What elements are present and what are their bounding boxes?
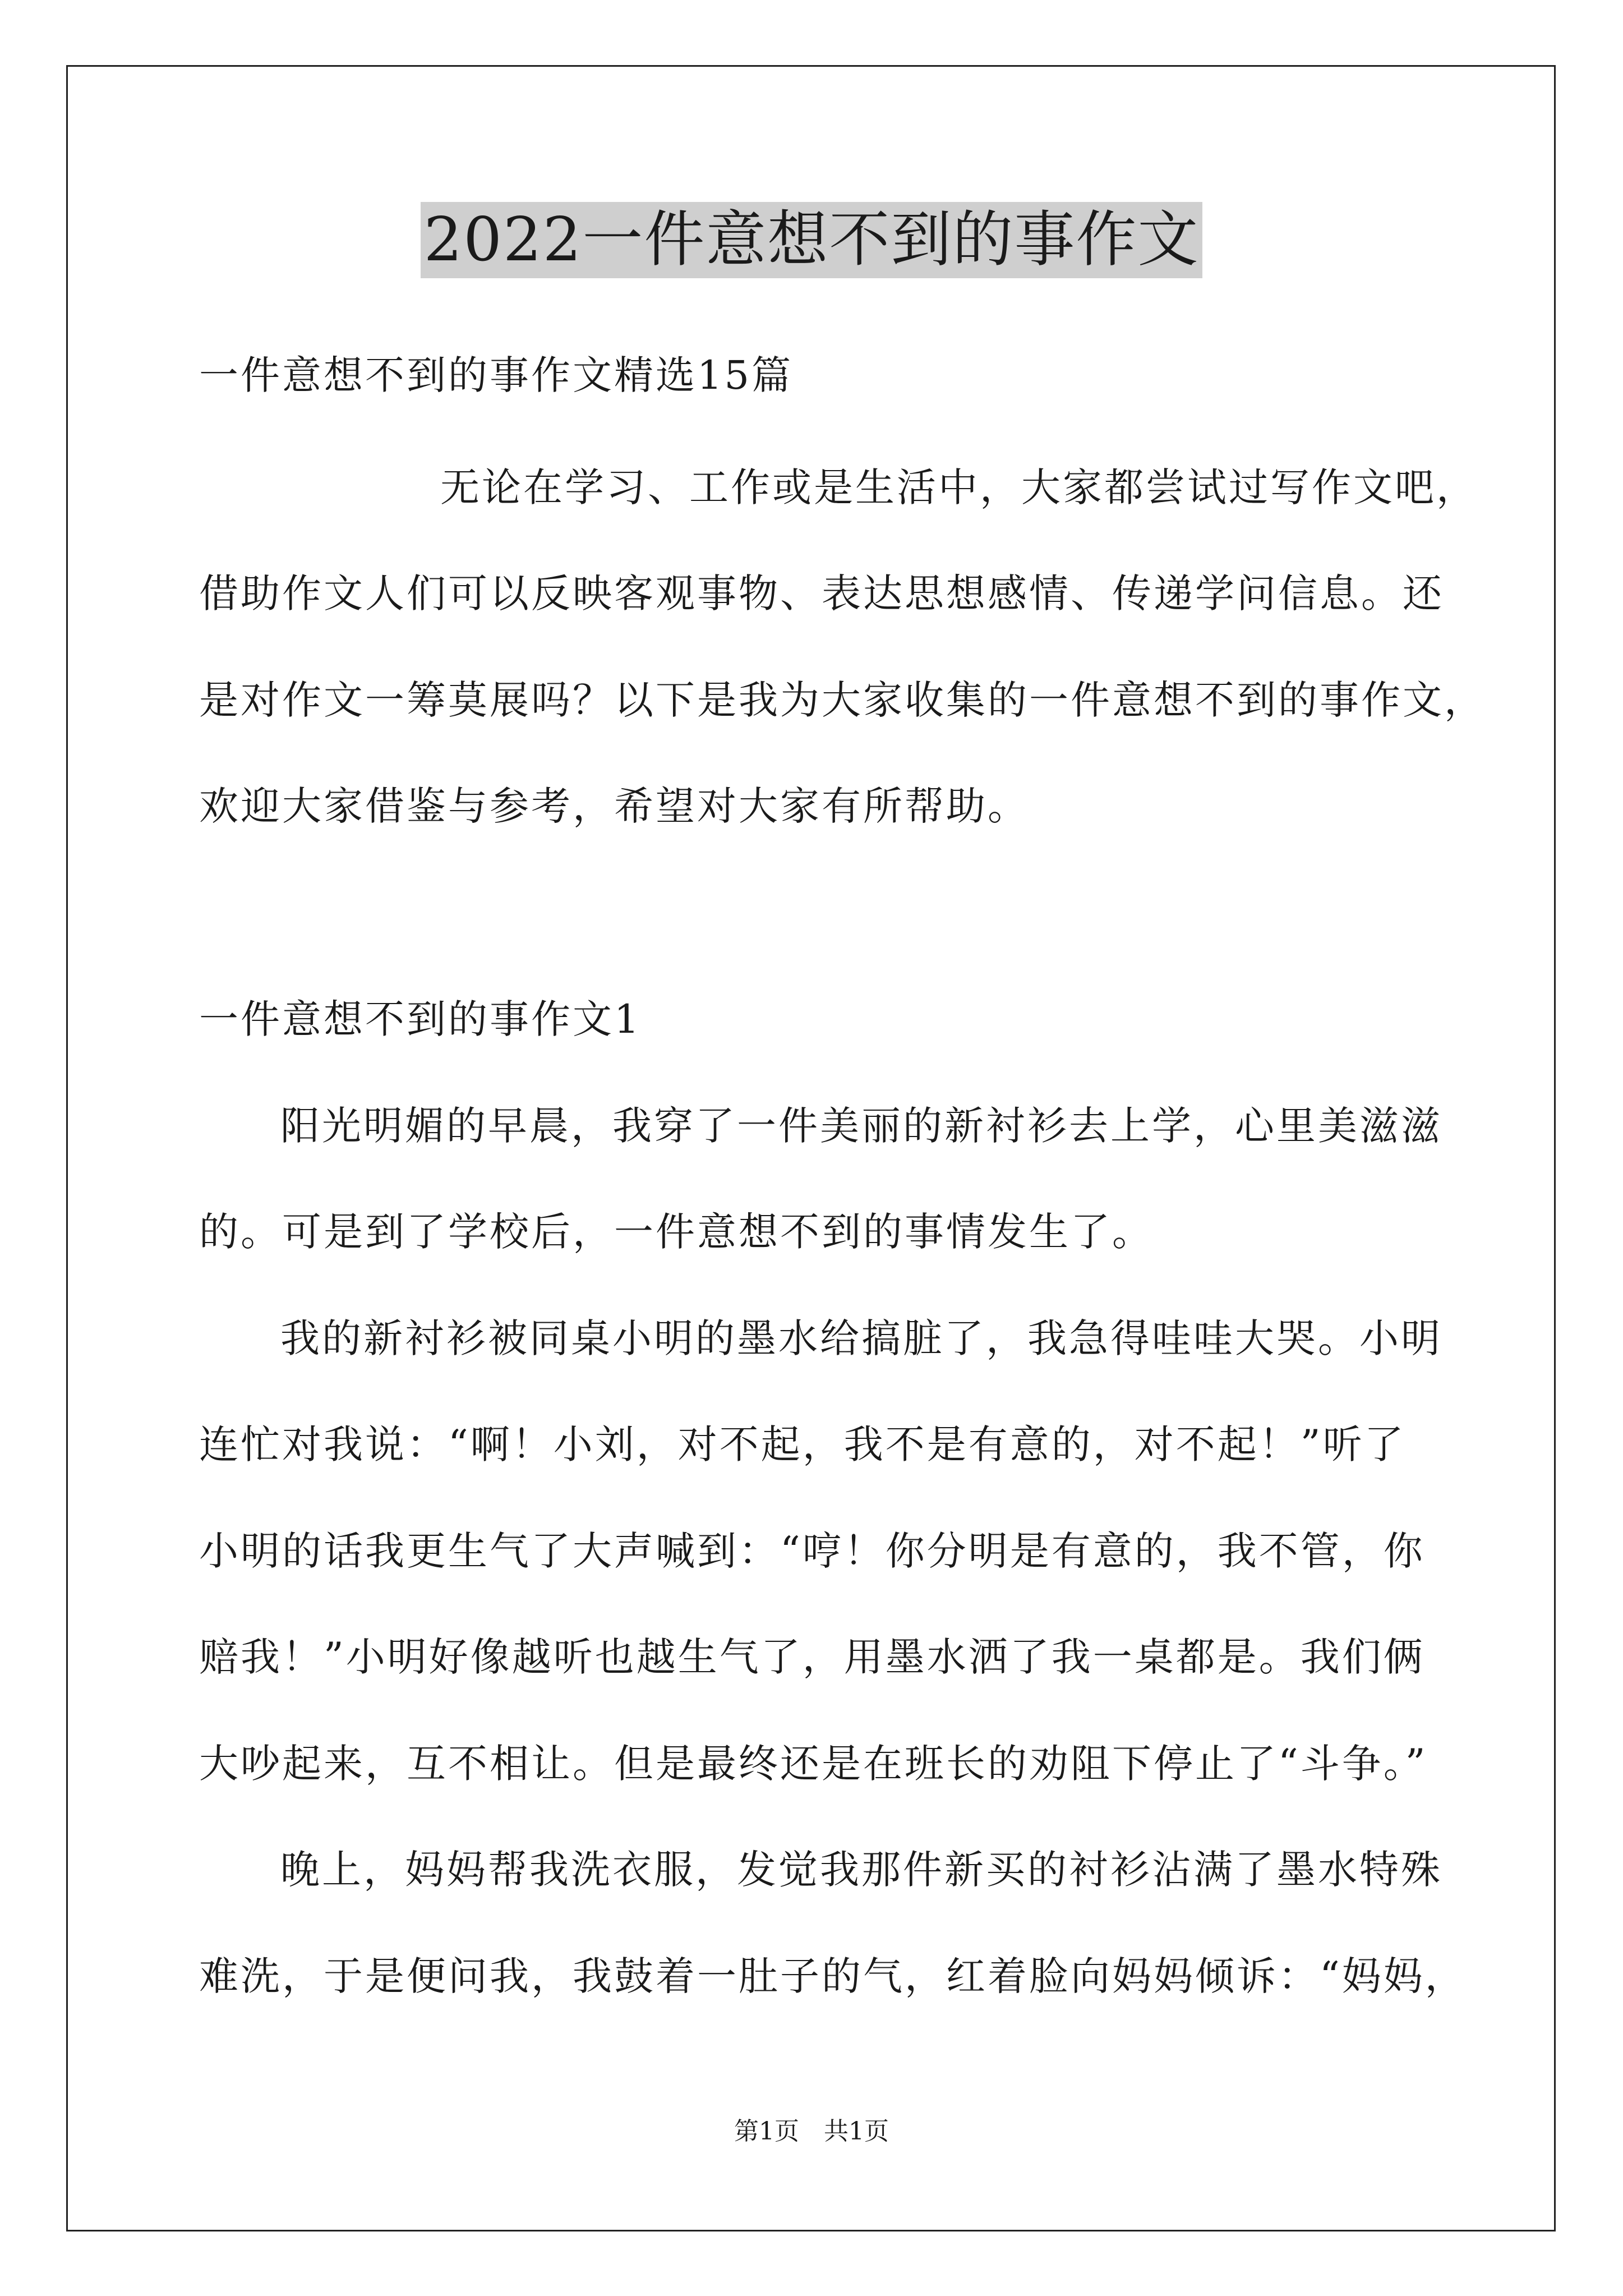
body-line: 赔我！”小明好像越听也越生气了，用墨水洒了我一桌都是。我们俩: [199, 1634, 1425, 1680]
page-footer: 第1页 共1页: [734, 2117, 889, 2146]
body-line: 我的新衬衫被同桌小明的墨水给搞脏了，我急得哇哇大哭。小明: [280, 1315, 1442, 1361]
document-title: 2022一件意想不到的事作文: [421, 202, 1203, 278]
intro-line: 是对作文一筹莫展吗？以下是我为大家收集的一件意想不到的事作文，: [199, 677, 1486, 723]
intro-line: 无论在学习、工作或是生活中，大家都尝试过写作文吧，: [440, 464, 1478, 510]
body-line: 小明的话我更生气了大声喊到：“哼！你分明是有意的，我不管，你: [199, 1528, 1425, 1574]
body-line: 难洗，于是便问我，我鼓着一肚子的气，红着脸向妈妈倾诉：“妈妈，: [199, 1953, 1467, 1999]
body-line: 的。可是到了学校后，一件意想不到的事情发生了。: [199, 1209, 1154, 1255]
body-line: 连忙对我说：“啊！小刘，对不起，我不是有意的，对不起！”听了: [199, 1421, 1406, 1467]
section-heading: 一件意想不到的事作文1: [199, 996, 642, 1042]
body-line: 大吵起来，互不相让。但是最终还是在班长的劝阻下停止了“斗争。”: [199, 1741, 1428, 1787]
body-line: 晚上，妈妈帮我洗衣服，发觉我那件新买的衬衫沾满了墨水特殊: [280, 1847, 1442, 1893]
title-container: [0, 202, 1623, 278]
document-subtitle: 一件意想不到的事作文精选15篇: [199, 352, 794, 398]
body-line: 阳光明媚的早晨，我穿了一件美丽的新衬衫去上学，心里美滋滋: [280, 1103, 1442, 1149]
intro-line: 欢迎大家借鉴与参考，希望对大家有所帮助。: [199, 783, 1029, 829]
intro-line: 借助作文人们可以反映客观事物、表达思想感情、传递学问信息。还: [199, 570, 1444, 616]
